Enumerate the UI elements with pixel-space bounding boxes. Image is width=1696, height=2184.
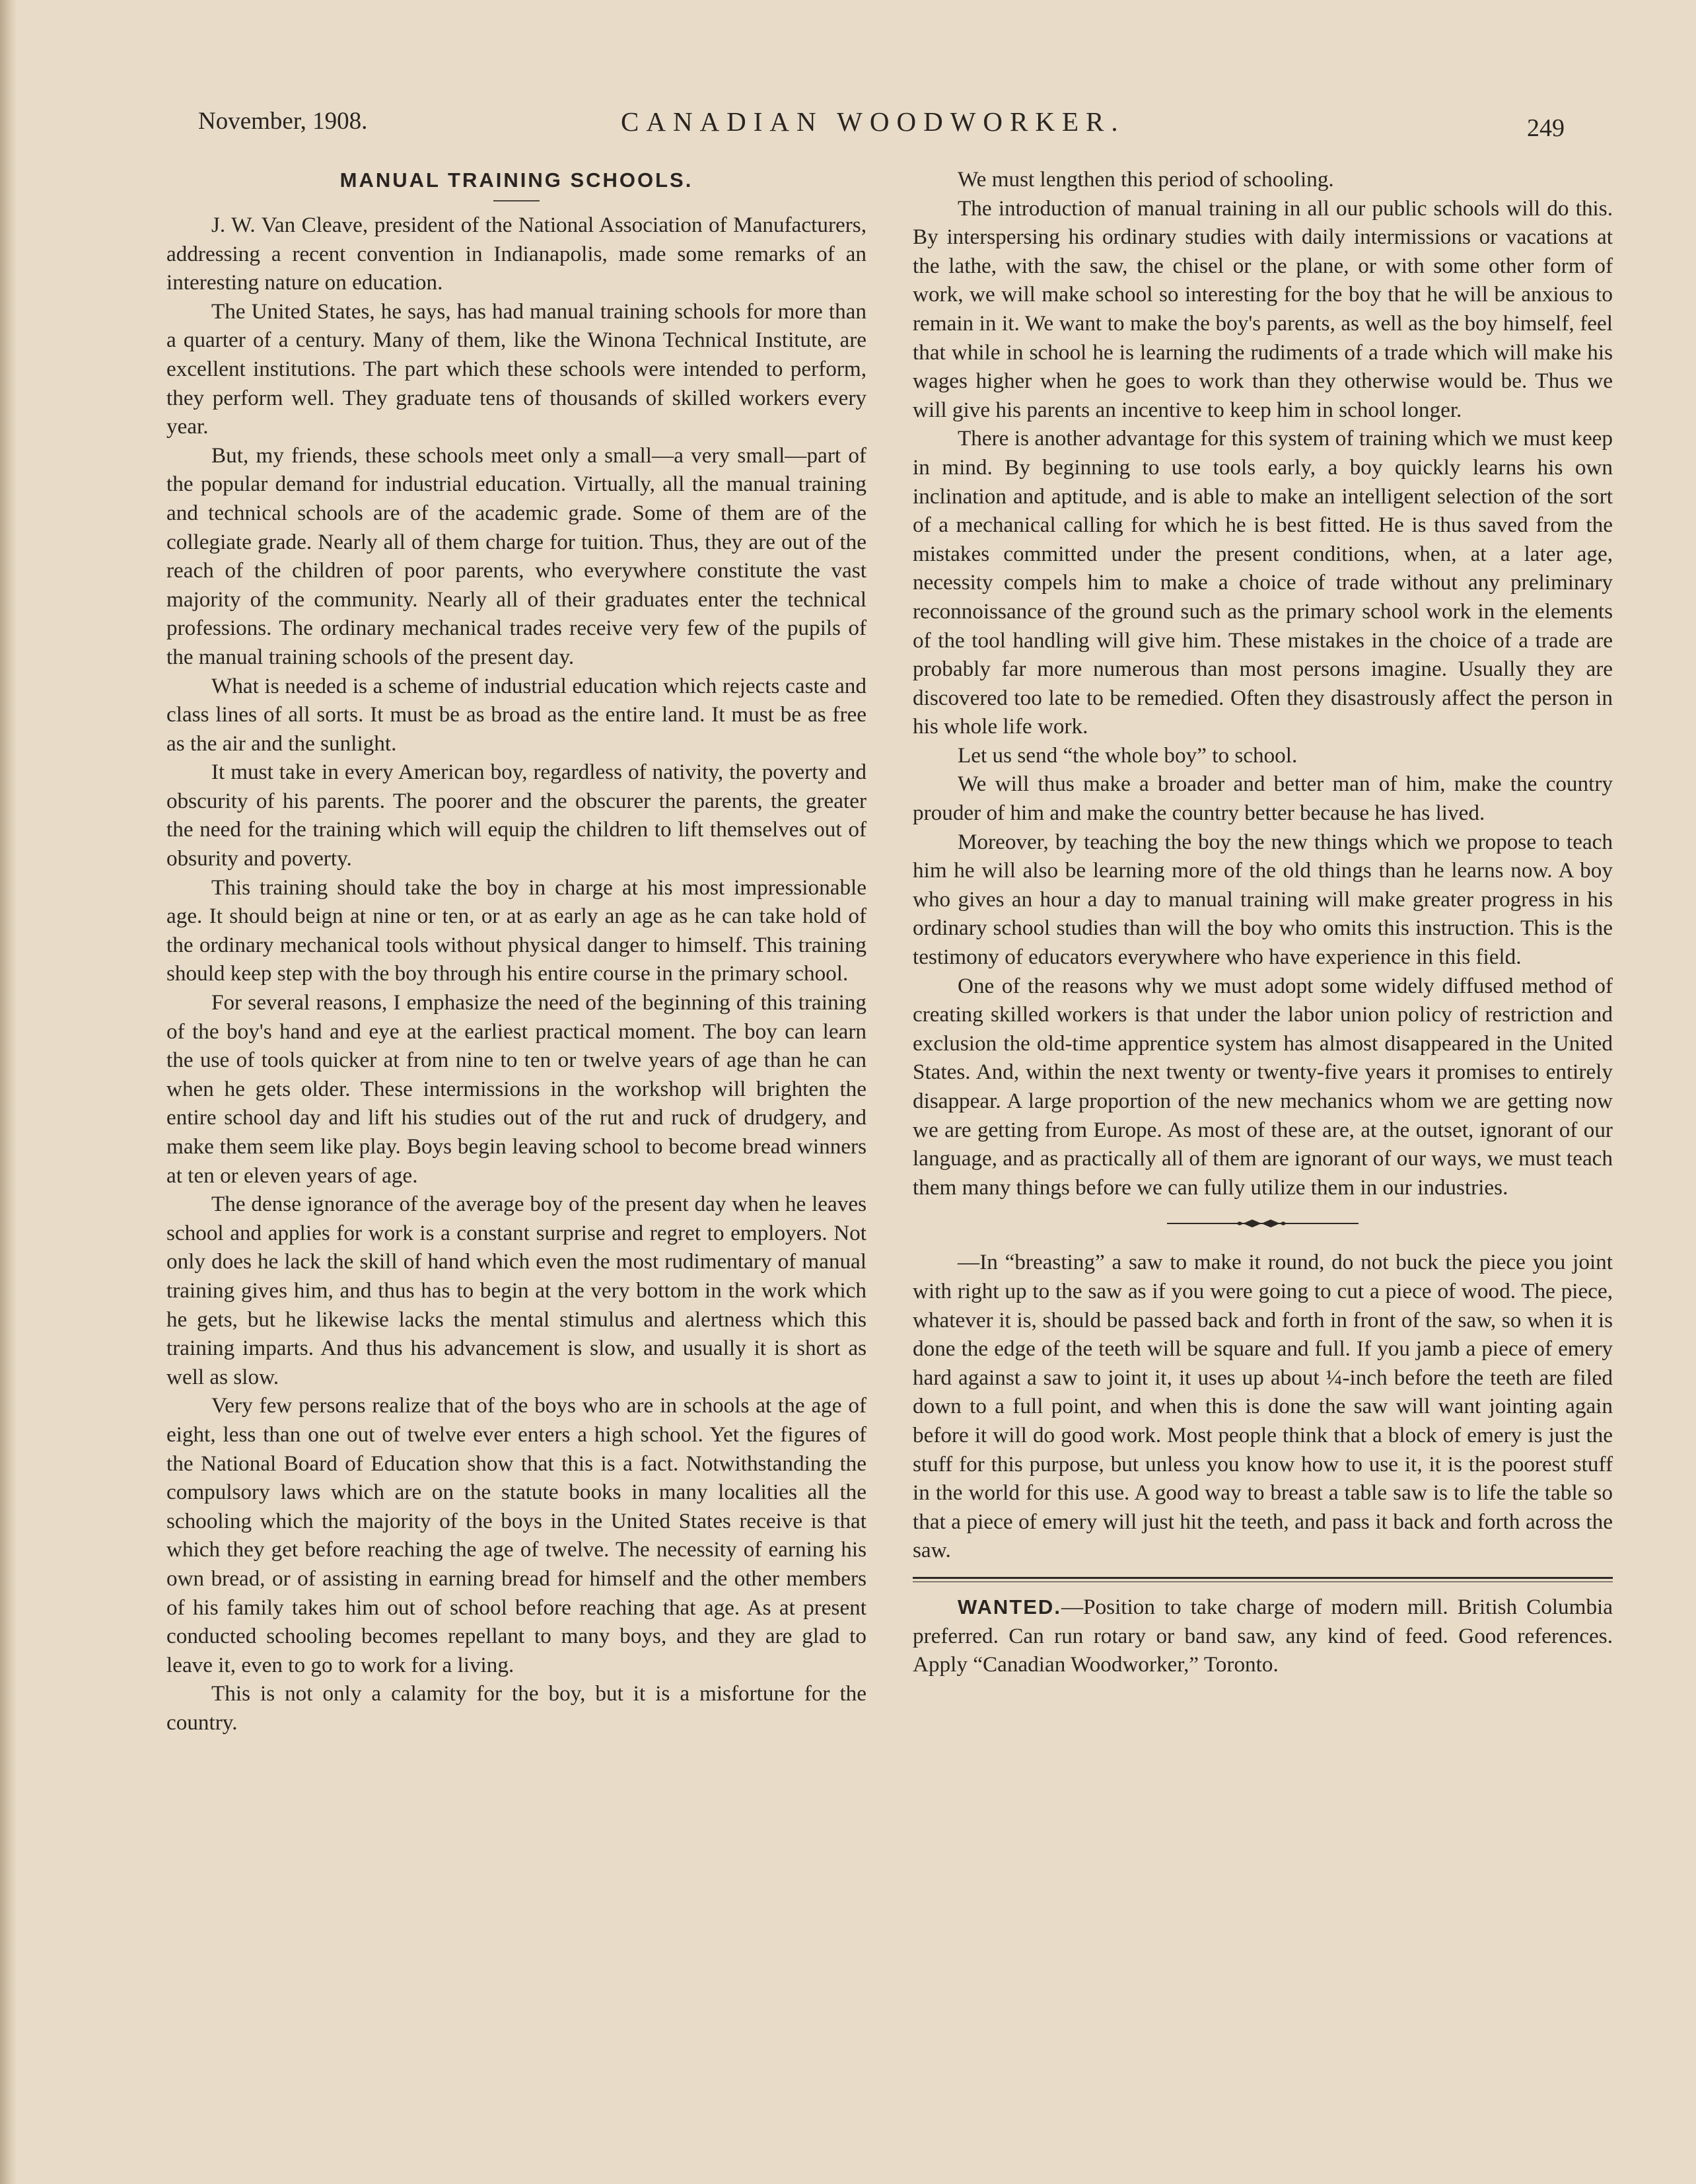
- journal-title: CANADIAN WOODWORKER.: [621, 106, 1125, 137]
- paragraph: But, my friends, these schools meet only a small—a very small—part of the popular demand for industrial education. Virtually, all the manual training and technical schools are of the academic grade. Some of them are of the collegiate grade. Nearly all of them charge for tuition. Thus, they are out of the reach of the children of poor parents, who everywhere constitute the vast majority of the community. Nearly all of their graduates enter the technical professions. The ordinary mechanical trades receive very few of the pupils of the manual training schools of the present day.: [166, 443, 866, 669]
- left-column: [166, 165, 866, 1737]
- issue-date: November, 1908.: [198, 108, 368, 135]
- page-edge: [0, 0, 17, 2184]
- paragraph: This is not only a calamity for the boy, but it is a misfortune for the country.: [166, 1681, 866, 1735]
- double-rule: [913, 1577, 1613, 1582]
- paragraph: It must take in every American boy, regardless of nativity, the poverty and obscurity of his parents. The poorer and the obscurer the parents, the greater the need for the training which will equip the children to lift themselves out of obsurity and poverty.: [166, 760, 866, 871]
- section-ornament: [913, 1206, 1613, 1241]
- running-header: [198, 99, 1585, 152]
- page-number: 249: [1527, 114, 1565, 142]
- paragraph: There is another advantage for this system of training which we must keep in mind. By beginning to use tools early, a boy quickly learns his own inclination and aptitude, and is able to make an intelligent selection of the sort of a mechanical calling for which he is best fitted. He is thus saved from the mistakes committed under the present conditions, when, at a later age, necessity compels him to make a choice of trade without any preliminary reconnoissance of the ground such as the primary school work in the elements of the tool handling will give him. These mistakes in the choice of a trade are probably far more numerous than most persons imagine. Usually they are discovered too late to be remedied. Often they disastrously affect the person in his whole life work.: [913, 426, 1613, 739]
- saw-breasting-note: —In “breasting” a saw to make it round, do not buck the piece you joint with right up to the saw as if you were going to cut a piece of wood. The piece, whatever it is, should be passed back and forth in front of the saw, so when it is done the edge of the teeth will be square and full. If you jamb a piece of emery hard against a saw to joint it, it uses up about ¼-inch before the teeth are filed down to a full point, and when this is done the saw will want jointing again before it will do good work. Most people think that a block of emery is just the stuff for this purpose, but unless you know how to use it, it is the poorest stuff in the world for this use. A good way to breast a table saw is to life the table so that a piece of emery will just hit the teeth, and pass it back and forth across the saw.: [913, 1250, 1613, 1563]
- paragraph: J. W. Van Cleave, president of the National Association of Manufacturers, addressing a recent convention in Indianapolis, made some remarks of an interesting nature on education.: [166, 213, 866, 295]
- paragraph: Very few persons realize that of the boys who are in schools at the age of eight, less than one out of twelve ever enters a high school. Yet the figures of the National Board of Education show that this is a fact. Notwithstanding the compulsory laws which are on the statute books in many localities all the schooling which the majority of the boys in the United States receive is that which they get before reaching the age of twelve. The necessity of earning his own bread, or of assisting in earning bread for himself and the other members of his family takes him out of school before reaching that age. As at present conducted schooling becomes repellant to many boys, and they are glad to leave it, even to go to work for a living.: [166, 1393, 866, 1677]
- paragraph: This training should take the boy in charge at his most impressionable age. It should beign at nine or ten, or at as early an age as he can take hold of the ordinary mechanical tools without physical danger to himself. This training should keep step with the boy through his entire course in the primary school.: [166, 875, 866, 986]
- article-title: MANUAL TRAINING SCHOOLS.: [339, 168, 693, 192]
- wanted-label: WANTED.: [958, 1595, 1061, 1619]
- title-rule: [493, 200, 540, 201]
- paragraph: We will thus make a broader and better man of him, make the country prouder of him and make the country better because he has lived.: [913, 772, 1613, 826]
- paragraph: What is needed is a scheme of industrial education which rejects caste and class lines of all sorts. It must be as broad as the entire land. It must be as free as the air and the sunlight.: [166, 673, 866, 756]
- right-column: [913, 165, 1613, 1679]
- paragraph: Let us send “the whole boy” to school.: [958, 743, 1298, 768]
- paragraph: Moreover, by teaching the boy the new things which we propose to teach him he will also be learning more of the old things than he learns now. A boy who gives an hour a day to manual training will make greater progress in his ordinary school studies than will the boy who omits this instruction. This is the testimony of educators everywhere who have experience in this field.: [913, 829, 1613, 970]
- paragraph: The introduction of manual training in all our public schools will do this. By interspersing his ordinary studies with daily intermissions or vacations at the lathe, with the saw, the chisel or the plane, or with some other form of work, we will make school so interesting for the boy that he will be anxious to remain in it. We want to make the boy's parents, as well as the boy himself, feel that while in school he is learning the rudiments of a trade which will make his wages higher when he goes to work than they otherwise would be. Thus we will give his parents an incentive to keep him in school longer.: [913, 196, 1613, 422]
- wanted-text: —Position to take charge of modern mill. British Columbia preferred. Can run rotary or band saw, any kind of feed. Good references. Apply “Canadian Woodworker,” Toronto.: [913, 1594, 1613, 1677]
- wanted-ad: [913, 1593, 1613, 1679]
- paragraph: The United States, he says, has had manual training schools for more than a quarter of a century. Many of them, like the Winona Technical Institute, are excellent institutions. The part which these schools were intended to perform, they perform well. They graduate tens of thousands of skilled workers every year.: [166, 299, 866, 439]
- paragraph: We must lengthen this period of schooling.: [958, 167, 1334, 192]
- paragraph: The dense ignorance of the average boy of the present day when he leaves school and applies for work is a constant surprise and regret to employers. Not only does he lack the skill of hand which even the most rudimentary of manual training gives him, and thus has to begin at the very bottom in the work which he gets, but he likewise lacks the mental stimulus and alertness which this training imparts. And thus his advancement is slow, and usually it is short as well as slow.: [166, 1192, 866, 1389]
- paragraph: For several reasons, I emphasize the need of the beginning of this training of the boy's hand and eye at the earliest practical moment. The boy can learn the use of tools quicker at from nine to ten or twelve years of age than he can when he gets older. These intermissions in the workshop will brighten the entire school day and lift his studies out of the rut and ruck of drudgery, and make them seem like play. Boys begin leaving school to become bread winners at ten or eleven years of age.: [166, 990, 866, 1188]
- paragraph: One of the reasons why we must adopt some widely diffused method of creating skilled workers is that under the labor union policy of restriction and exclusion the old-time apprentice system has almost disappeared in the United States. And, within the next twenty or twenty-five years it promises to entirely disappear. A large proportion of the new mechanics whom we are getting now we are getting from Europe. As most of these are, at the outset, ignorant of our language, and as practically all of them are ignorant of our ways, we must teach them many things before we can fully utilize them in our industries.: [913, 973, 1613, 1200]
